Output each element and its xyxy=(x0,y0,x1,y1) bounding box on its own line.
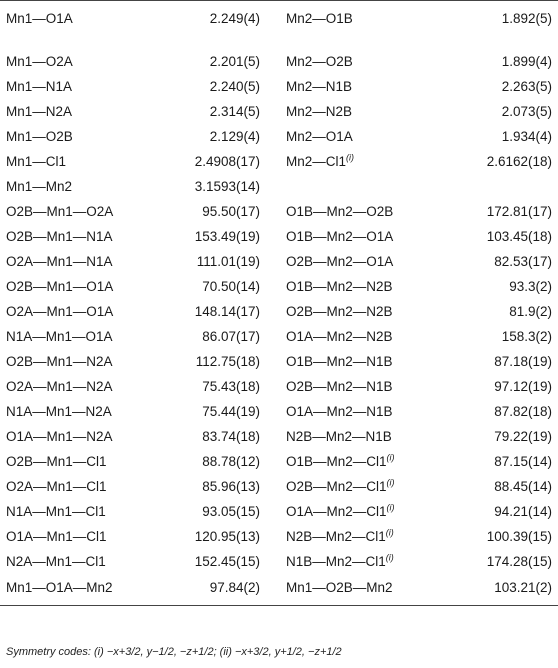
bond-label xyxy=(280,499,450,524)
bond-label xyxy=(280,324,450,349)
bond-label-text: O1A—Mn2—Cl1 xyxy=(286,504,387,519)
bond-value-text: 153.49(19) xyxy=(194,229,260,244)
table-body xyxy=(0,1,558,606)
bond-label xyxy=(0,324,160,349)
bond-label-text: O2B—Mn1—N2A xyxy=(6,354,113,369)
bond-value xyxy=(450,349,558,374)
bond-value xyxy=(160,37,280,74)
bond-value-text: 87.18(19) xyxy=(494,354,552,369)
bond-label xyxy=(280,524,450,549)
bond-label-text: Mn1—O2B xyxy=(6,129,73,144)
bond-value xyxy=(450,174,558,199)
bond-label-text: Mn1—N2A xyxy=(6,104,73,119)
bond-label-text: Mn1—Mn2 xyxy=(6,179,73,194)
bond-label xyxy=(280,449,450,474)
bond-label-text: O1B—Mn2—O1A xyxy=(286,229,394,244)
bond-label xyxy=(280,37,450,74)
bond-value-text: 85.96(13) xyxy=(202,479,260,494)
bond-value xyxy=(450,74,558,99)
bond-value-text: 112.75(18) xyxy=(195,354,260,369)
bond-value xyxy=(160,474,280,499)
bond-value-text: 75.43(18) xyxy=(202,379,260,394)
bond-label-text: O1A—Mn2—N2B xyxy=(286,329,393,344)
bond-value-text: 2.4908(17) xyxy=(194,154,260,169)
bond-label-text: O1B—Mn2—O2B xyxy=(286,204,394,219)
bond-label-text: N2B—Mn2—Cl1 xyxy=(286,529,386,544)
bond-value xyxy=(160,124,280,149)
bond-value-text: 111.01(19) xyxy=(196,254,260,269)
symmetry-superscript: (i) xyxy=(386,502,395,513)
bond-label-text: O1A—Mn1—N2A xyxy=(6,429,113,444)
bond-label xyxy=(0,574,160,606)
bond-value-text: 83.74(18) xyxy=(202,429,260,444)
bond-label xyxy=(280,299,450,324)
bond-label-text: O1A—Mn1—Cl1 xyxy=(6,529,107,544)
bond-label xyxy=(0,1,160,38)
bond-label xyxy=(280,124,450,149)
bond-label xyxy=(280,374,450,399)
bond-value xyxy=(450,574,558,606)
bond-label xyxy=(280,474,450,499)
table-row xyxy=(0,324,558,349)
table-row xyxy=(0,374,558,399)
bond-label-text: Mn1—O2B—Mn2 xyxy=(286,580,393,595)
bond-value xyxy=(450,549,558,574)
table-row xyxy=(0,174,558,199)
bond-value-text: 94.21(14) xyxy=(494,504,552,519)
bond-value-text: 148.14(17) xyxy=(194,304,260,319)
bond-label xyxy=(280,99,450,124)
bond-value xyxy=(160,549,280,574)
bond-label xyxy=(280,199,450,224)
bond-label xyxy=(0,149,160,174)
bond-value xyxy=(160,1,280,38)
bond-value xyxy=(450,124,558,149)
bond-label-text: Mn2—Cl1 xyxy=(286,154,347,169)
bond-value-text: 86.07(17) xyxy=(202,329,260,344)
bond-value-text: 97.12(19) xyxy=(494,379,552,394)
bond-value xyxy=(160,249,280,274)
bond-value xyxy=(450,149,558,174)
bond-label-text: O2A—Mn1—N1A xyxy=(6,254,113,269)
bond-label-text: O2B—Mn1—N1A xyxy=(6,229,113,244)
bond-label xyxy=(0,424,160,449)
bond-value-text: 2.240(5) xyxy=(209,79,260,94)
bond-value xyxy=(450,99,558,124)
bond-label xyxy=(0,37,160,74)
bond-label xyxy=(0,199,160,224)
bond-value xyxy=(450,324,558,349)
bond-label-text: Mn2—O2B xyxy=(286,54,353,69)
bond-label xyxy=(280,174,450,199)
bond-label xyxy=(0,474,160,499)
bond-label xyxy=(280,424,450,449)
bond-value-text: 1.899(4) xyxy=(501,54,552,69)
symmetry-superscript: (i) xyxy=(385,552,394,563)
table-row xyxy=(0,99,558,124)
table-row xyxy=(0,399,558,424)
bond-value-text: 87.15(14) xyxy=(494,454,552,469)
bond-value xyxy=(160,374,280,399)
bond-value-text: 2.073(5) xyxy=(501,104,552,119)
bond-value-text: 103.21(2) xyxy=(494,580,552,595)
table-row xyxy=(0,124,558,149)
bond-value xyxy=(450,1,558,38)
bond-value xyxy=(160,174,280,199)
bond-label xyxy=(0,99,160,124)
bond-value-text: 82.53(17) xyxy=(494,254,552,269)
bond-label xyxy=(0,124,160,149)
table-row xyxy=(0,349,558,374)
bond-value xyxy=(450,399,558,424)
bond-value xyxy=(450,249,558,274)
bond-label-text: Mn1—O2A xyxy=(6,54,73,69)
bond-label-text: O1A—Mn2—N1B xyxy=(286,404,393,419)
bond-label-text: Mn2—O1A xyxy=(286,129,353,144)
bond-value-text: 2.249(4) xyxy=(209,11,260,26)
bond-value-text: 2.201(5) xyxy=(209,54,260,69)
bond-label-text: O2B—Mn2—O1A xyxy=(286,254,394,269)
symmetry-superscript: (i) xyxy=(385,527,394,538)
bond-label-text: Mn1—O1A xyxy=(6,11,73,26)
bond-label-text: O2A—Mn1—O1A xyxy=(6,304,114,319)
table-row xyxy=(0,37,558,74)
bond-label xyxy=(0,349,160,374)
bond-value xyxy=(160,449,280,474)
bond-label xyxy=(0,224,160,249)
symmetry-superscript: (i) xyxy=(386,477,395,488)
bond-value xyxy=(160,574,280,606)
table-row xyxy=(0,574,558,606)
bond-value-text: 158.3(2) xyxy=(501,329,552,344)
bond-label-text: O2A—Mn1—Cl1 xyxy=(6,479,107,494)
bond-value xyxy=(450,424,558,449)
bond-label-text: Mn2—N2B xyxy=(286,104,353,119)
bond-label xyxy=(0,174,160,199)
bond-label-text: Mn1—Cl1 xyxy=(6,154,67,169)
table-row xyxy=(0,149,558,174)
table-row xyxy=(0,474,558,499)
bond-label xyxy=(0,299,160,324)
bond-value xyxy=(160,299,280,324)
symmetry-superscript: (i) xyxy=(346,152,355,163)
symmetry-codes-footnote: Symmetry codes: (i) −x+3/2, y−1/2, −z+1/2; (ii) −x+3/2, y+1/2, −z+1/2 xyxy=(6,646,342,658)
bond-label xyxy=(280,74,450,99)
bond-label-text: O2B—Mn2—Cl1 xyxy=(286,479,387,494)
bond-label xyxy=(0,374,160,399)
bond-value xyxy=(450,449,558,474)
bond-label-text: Mn2—N1B xyxy=(286,79,353,94)
bond-label xyxy=(0,399,160,424)
bond-label xyxy=(0,549,160,574)
bond-label xyxy=(280,399,450,424)
bond-label xyxy=(0,74,160,99)
bond-value-text: 103.45(18) xyxy=(486,229,552,244)
bond-label xyxy=(0,499,160,524)
bond-value xyxy=(160,149,280,174)
bond-value xyxy=(450,524,558,549)
bond-value-text: 70.50(14) xyxy=(202,279,260,294)
bond-label xyxy=(280,1,450,38)
bond-value xyxy=(160,74,280,99)
bond-label-text: O1B—Mn2—N2B xyxy=(286,279,393,294)
bond-label-text: Mn1—N1A xyxy=(6,79,73,94)
bond-value-text: 93.05(15) xyxy=(202,504,260,519)
table-row xyxy=(0,224,558,249)
bond-value xyxy=(160,224,280,249)
bond-value-text: 88.78(12) xyxy=(202,454,260,469)
bond-value-text: 100.39(15) xyxy=(486,529,552,544)
bond-value xyxy=(160,324,280,349)
bond-value xyxy=(160,499,280,524)
bond-value-text: 120.95(13) xyxy=(194,529,260,544)
bond-label xyxy=(280,274,450,299)
bond-label-text: O2B—Mn2—N2B xyxy=(286,304,393,319)
bond-label xyxy=(280,549,450,574)
bond-label xyxy=(0,449,160,474)
table-row xyxy=(0,1,558,38)
table-row xyxy=(0,299,558,324)
bond-label xyxy=(280,249,450,274)
bond-value xyxy=(160,349,280,374)
bond-value-text: 1.934(4) xyxy=(501,129,552,144)
bond-label-text: O2B—Mn1—O2A xyxy=(6,204,114,219)
bond-value xyxy=(450,224,558,249)
table-row xyxy=(0,74,558,99)
bond-label-text: O2A—Mn1—N2A xyxy=(6,379,113,394)
bond-label xyxy=(280,349,450,374)
table-row xyxy=(0,274,558,299)
bond-label-text: N1A—Mn1—N2A xyxy=(6,404,112,419)
table-row xyxy=(0,249,558,274)
bond-value-text: 88.45(14) xyxy=(494,479,552,494)
bond-label xyxy=(0,524,160,549)
bond-label-text: N2A—Mn1—Cl1 xyxy=(6,554,106,569)
bond-value xyxy=(450,474,558,499)
bond-label xyxy=(280,224,450,249)
table-row xyxy=(0,199,558,224)
table-row xyxy=(0,499,558,524)
bond-value-text: 2.314(5) xyxy=(209,104,260,119)
bond-value-text: 174.28(15) xyxy=(486,554,552,569)
bond-value-text: 2.129(4) xyxy=(209,129,260,144)
bond-value xyxy=(450,499,558,524)
bond-label-text: N1A—Mn1—Cl1 xyxy=(6,504,106,519)
bond-value-text: 79.22(19) xyxy=(494,429,552,444)
bond-label-text: O2B—Mn1—Cl1 xyxy=(6,454,107,469)
bond-value-text: 95.50(17) xyxy=(202,204,260,219)
bond-value xyxy=(450,37,558,74)
bond-value-text: 93.3(2) xyxy=(509,279,552,294)
bond-label xyxy=(280,149,450,174)
bond-value xyxy=(450,274,558,299)
table-row xyxy=(0,424,558,449)
bond-label xyxy=(280,574,450,606)
bond-label-text: O2B—Mn1—O1A xyxy=(6,279,114,294)
bond-value-text: 2.263(5) xyxy=(501,79,552,94)
bond-value xyxy=(160,399,280,424)
bond-value-text: 2.6162(18) xyxy=(486,154,552,169)
bond-label-text: N1A—Mn1—O1A xyxy=(6,329,113,344)
table-row xyxy=(0,549,558,574)
bond-label-text: O1B—Mn2—N1B xyxy=(286,354,393,369)
bond-label-text: O1B—Mn2—Cl1 xyxy=(286,454,387,469)
bond-label xyxy=(0,274,160,299)
bond-value-text: 152.45(15) xyxy=(194,554,260,569)
bond-value-text: 87.82(18) xyxy=(494,404,552,419)
bond-label-text: N1B—Mn2—Cl1 xyxy=(286,554,386,569)
bond-label-text: N2B—Mn2—N1B xyxy=(286,429,392,444)
bond-value xyxy=(160,524,280,549)
bond-value xyxy=(450,374,558,399)
bond-value-text: 172.81(17) xyxy=(486,204,552,219)
bond-value xyxy=(160,199,280,224)
table-row xyxy=(0,524,558,549)
bond-value-text: 1.892(5) xyxy=(501,11,552,26)
bond-label-text: Mn2—O1B xyxy=(286,11,353,26)
bond-label-text: O2B—Mn2—N1B xyxy=(286,379,393,394)
bond-value xyxy=(160,99,280,124)
bond-value xyxy=(160,424,280,449)
symmetry-superscript: (i) xyxy=(386,452,395,463)
bond-value-text: 3.1593(14) xyxy=(194,179,260,194)
bond-value-text: 75.44(19) xyxy=(202,404,260,419)
bond-value xyxy=(450,199,558,224)
table-row xyxy=(0,449,558,474)
bond-value-text: 81.9(2) xyxy=(509,304,552,319)
bond-label-text: Mn1—O1A—Mn2 xyxy=(6,580,113,595)
bond-value xyxy=(160,274,280,299)
bond-value-text: 97.84(2) xyxy=(209,580,260,595)
bond-value xyxy=(450,299,558,324)
bond-label xyxy=(0,249,160,274)
